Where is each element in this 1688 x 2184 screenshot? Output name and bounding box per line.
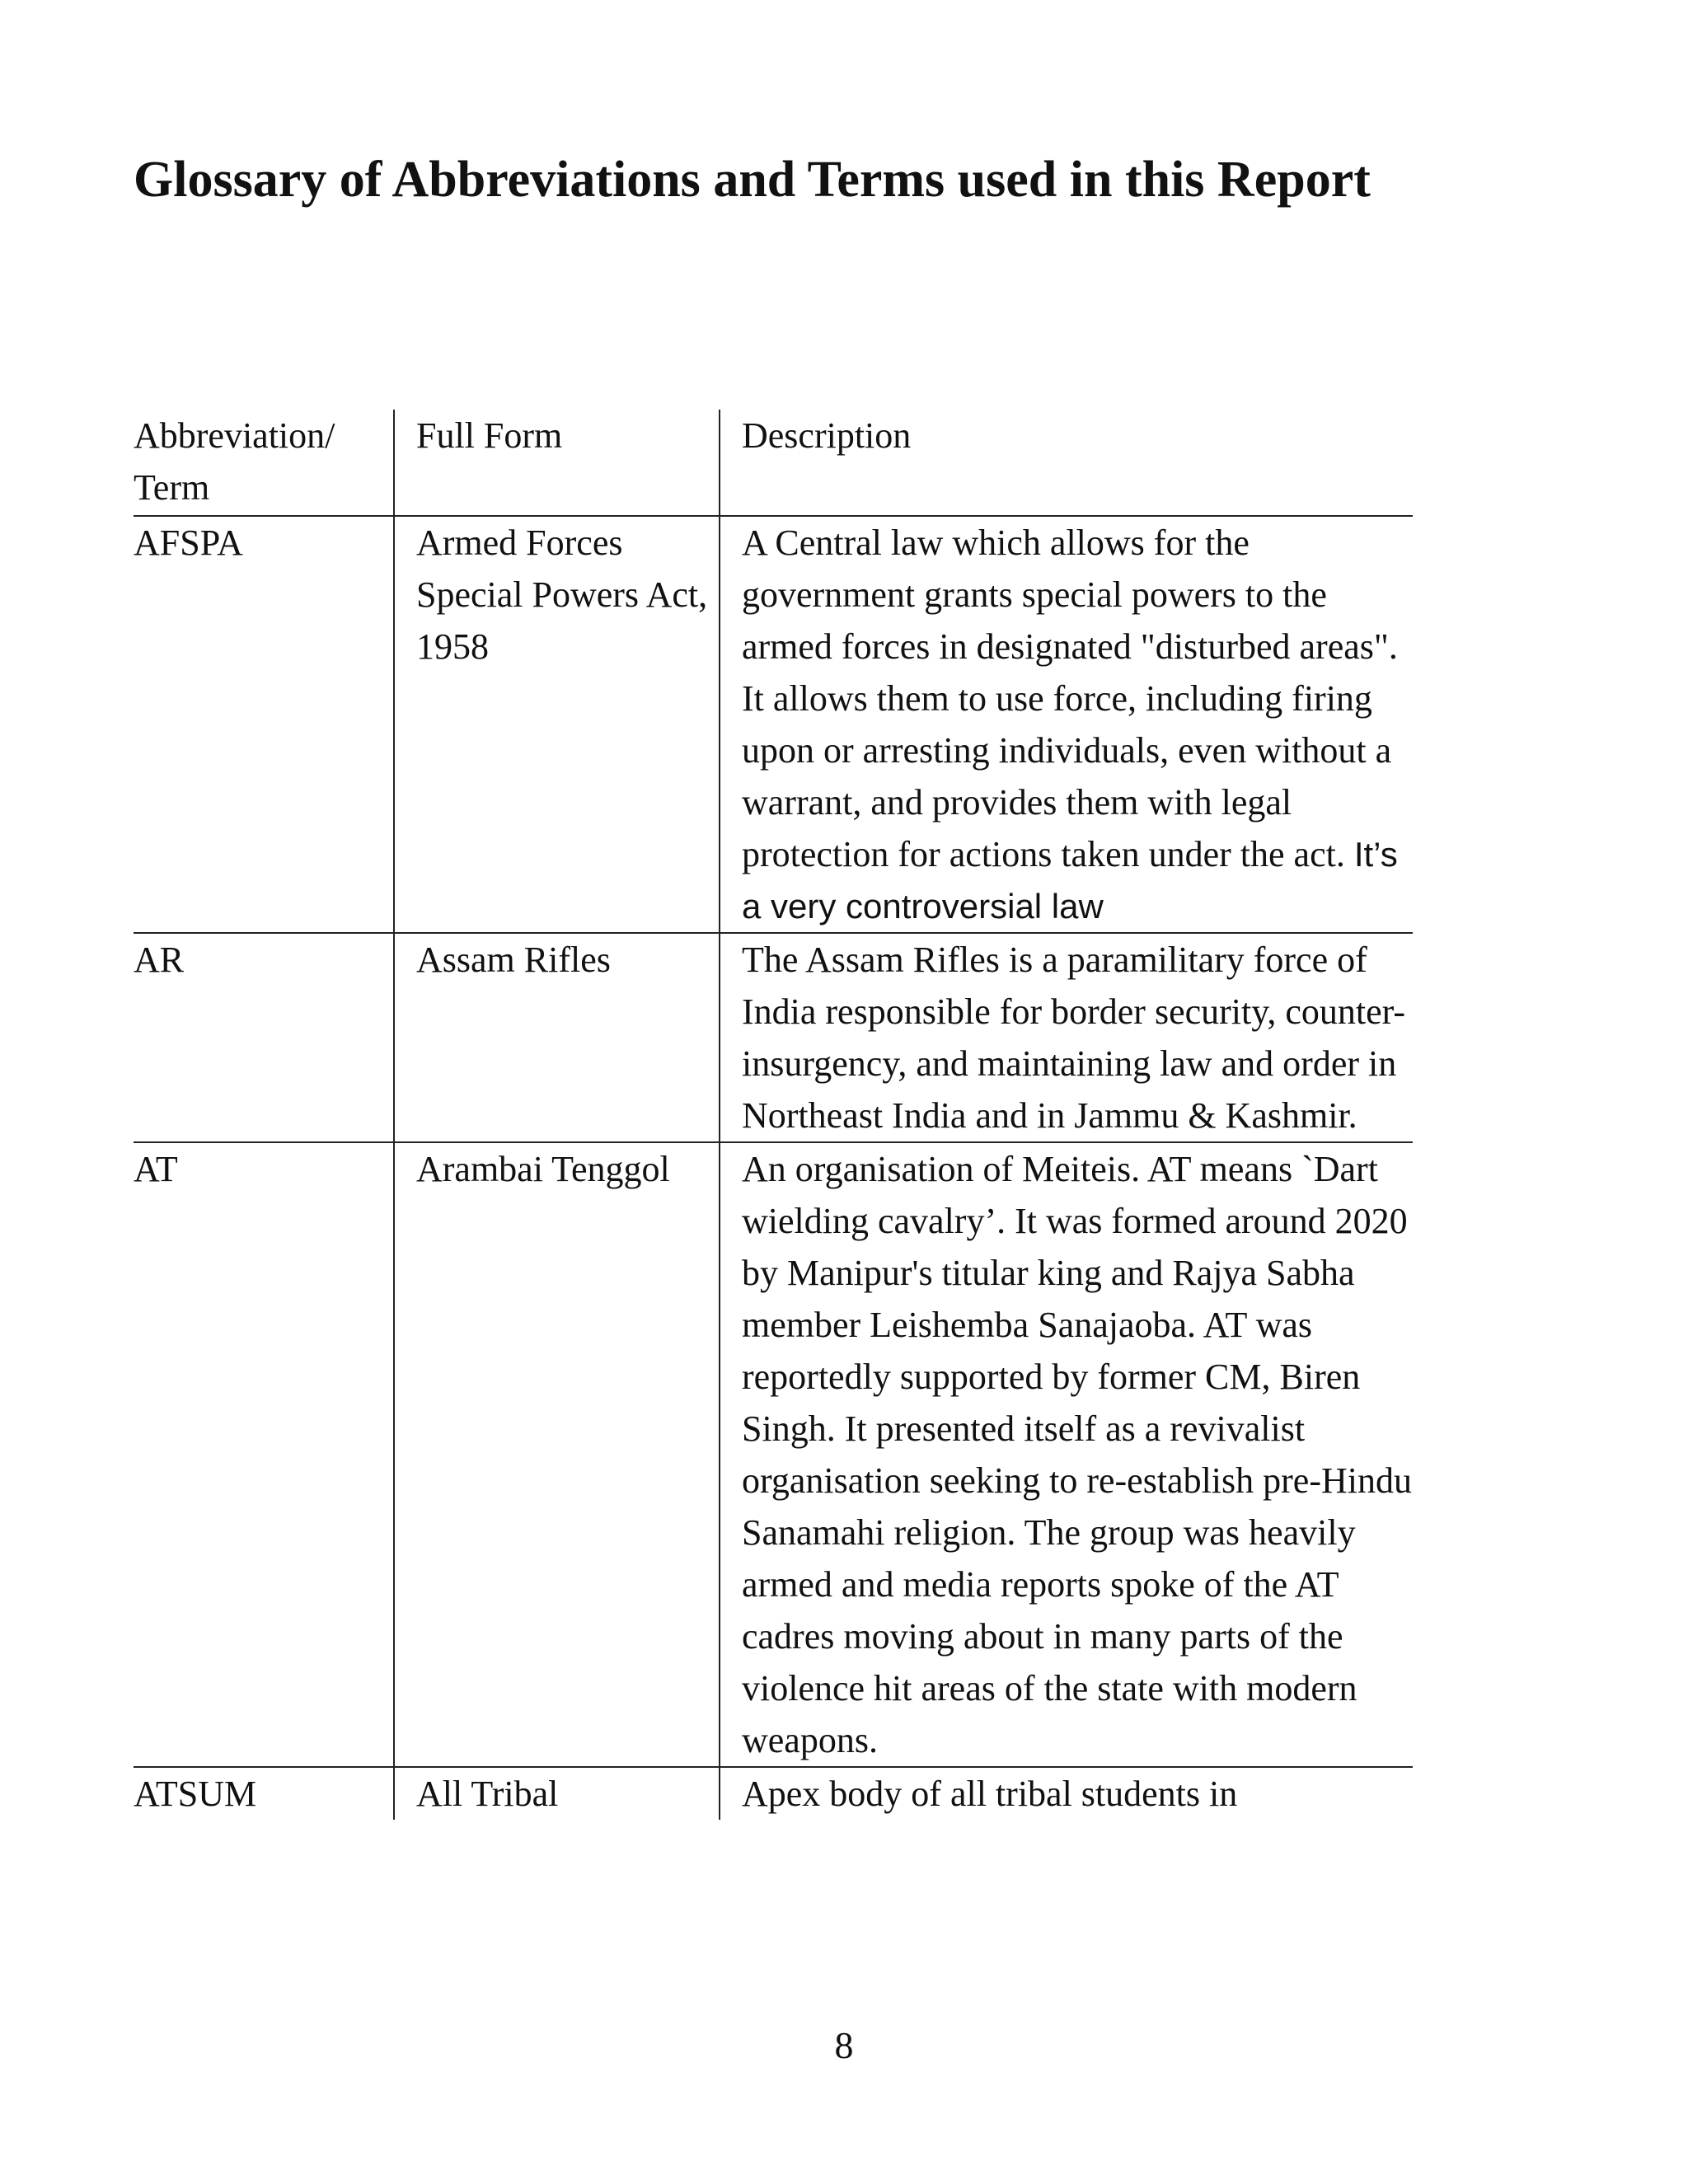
header-description: Description — [720, 410, 1413, 516]
header-term: Abbreviation/ Term — [134, 415, 335, 508]
description-cell: An organisation of Meiteis. AT means `Dart wielding cavalry’. It was formed around 2020 by Manipur's titular king and Rajya Sabha member Leishemba Sanajaoba. AT was reportedly supported by former CM, Biren Singh. It presented itself as a revivalist organisation seeking to re-establish pre-Hindu Sanamahi religion. The group was heavily armed and media reports spoke of the AT cadres moving about in many parts of the violence hit areas of the state with modern weapons. — [720, 1142, 1413, 1767]
full-form-cell: Assam Rifles — [394, 933, 720, 1142]
glossary-table — [134, 410, 1413, 1820]
full-form-cell: Armed Forces Special Powers Act, 1958 — [394, 516, 720, 933]
term-cell: ATSUM — [134, 1774, 257, 1814]
full-form-cell: Arambai Tenggol — [394, 1142, 720, 1767]
table-row — [134, 933, 1413, 1142]
term-cell: AR — [134, 940, 185, 980]
description-cell: The Assam Rifles is a paramilitary force of India responsible for border security, counter-insurgency, and maintaining law and order in Northeast India and in Jammu & Kashmir. — [720, 933, 1413, 1142]
description-cell — [720, 516, 1413, 933]
header-full-form: Full Form — [394, 410, 720, 516]
page-title: Glossary of Abbreviations and Terms used in this Report — [134, 152, 1371, 208]
description-tail-text: It’s a very controversial law — [742, 835, 1398, 926]
page-number: 8 — [834, 2024, 854, 2066]
term-cell: AFSPA — [134, 523, 243, 563]
table-row — [134, 516, 1413, 933]
table-row — [134, 1767, 1413, 1820]
description-text: A Central law which allows for the government grants special powers to the armed forces in designated "disturbed areas". It allows them to use force, including firing upon or arresting individuals, even without a warrant, and provides them with legal protection for actions taken under the act. — [742, 523, 1398, 874]
table-header-row — [134, 410, 1413, 516]
full-form-cell: All Tribal — [394, 1767, 720, 1820]
term-cell: AT — [134, 1149, 178, 1189]
description-cell: Apex body of all tribal students in — [720, 1767, 1413, 1820]
table-row — [134, 1142, 1413, 1767]
